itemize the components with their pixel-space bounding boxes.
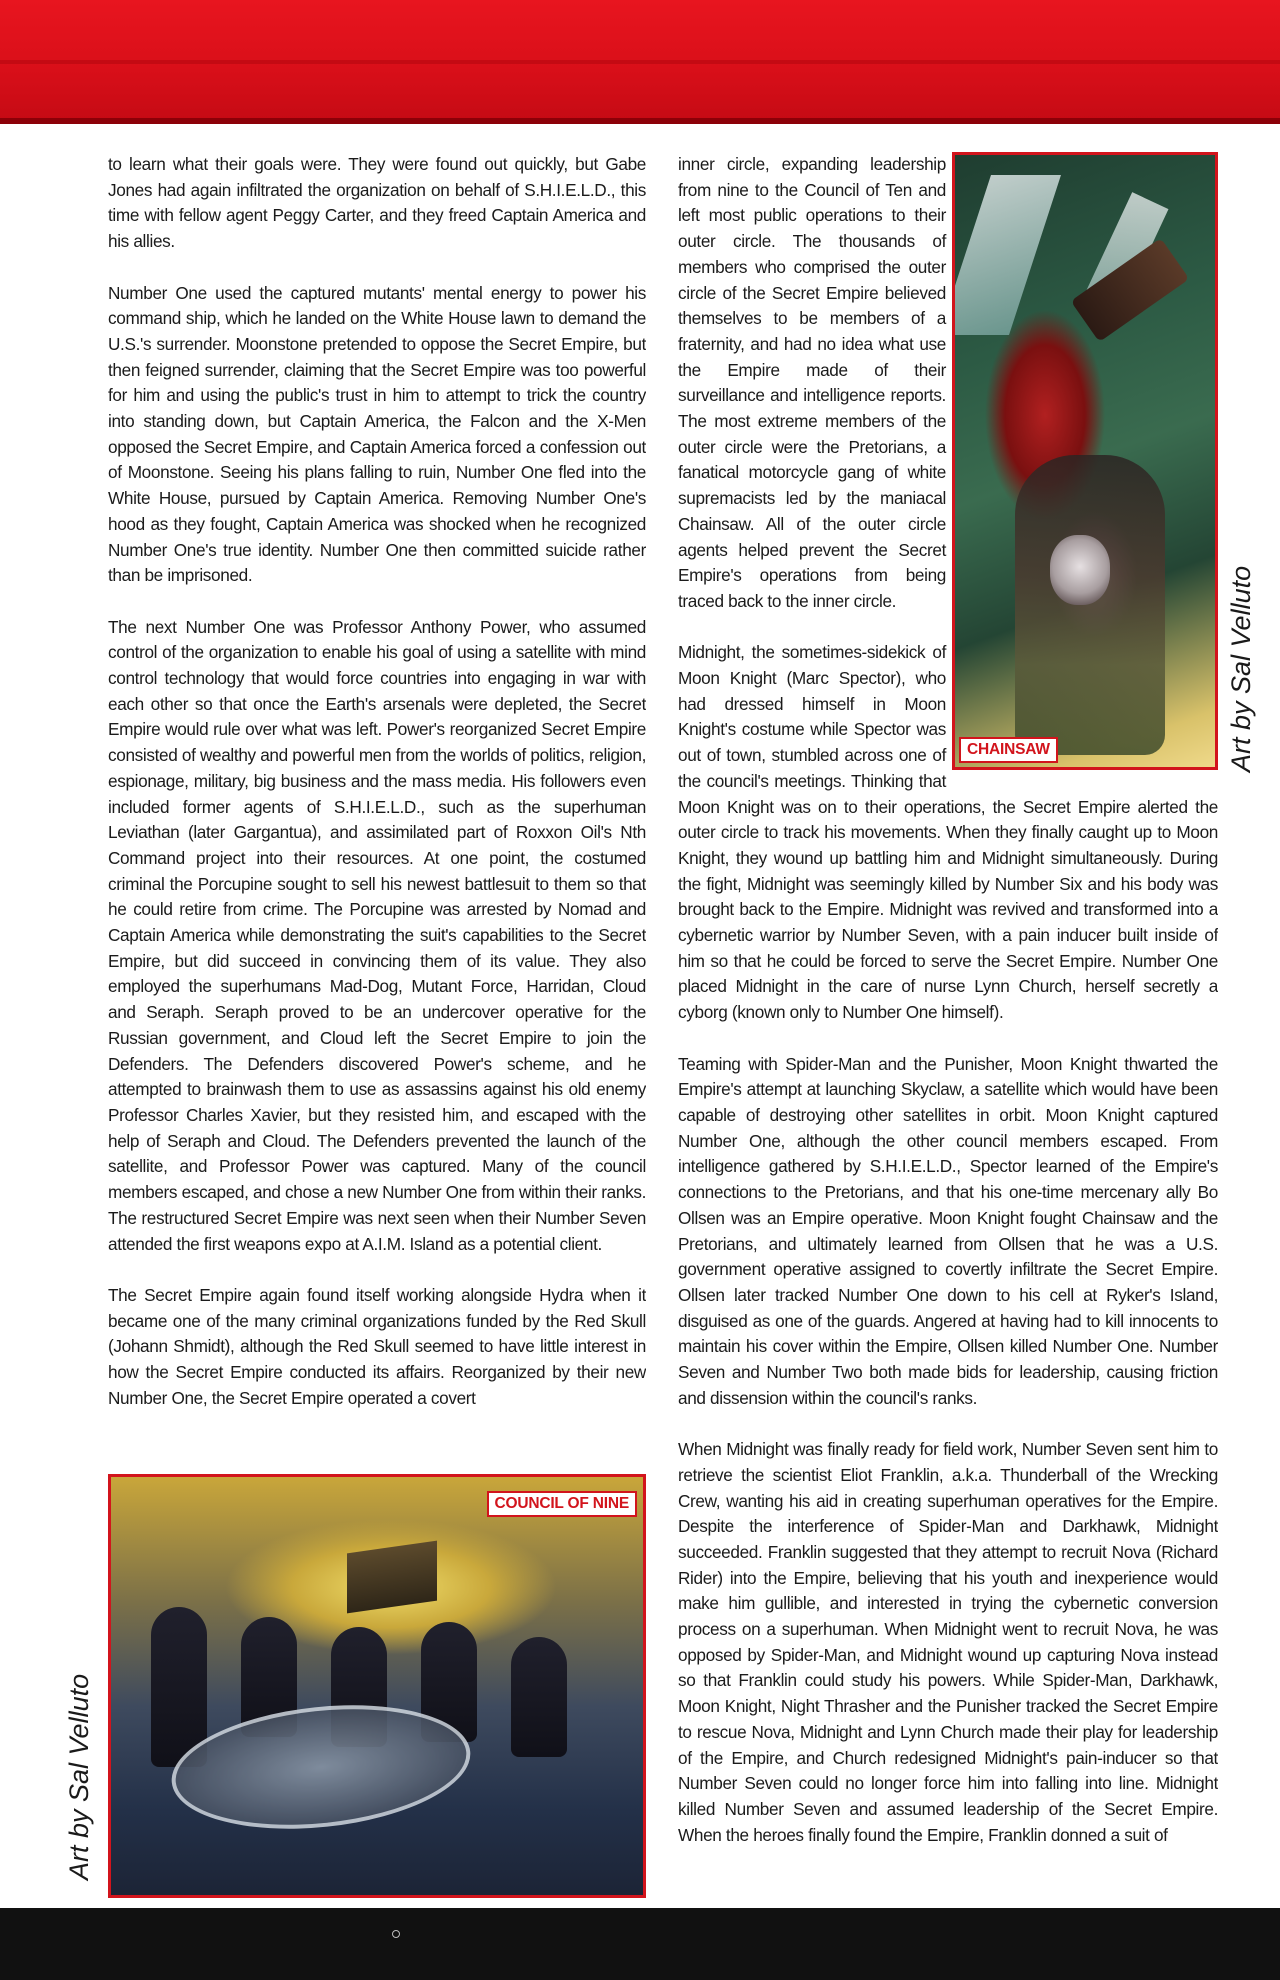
top-banner bbox=[0, 0, 1280, 124]
chainsaw-caption: CHAINSAW bbox=[959, 737, 1058, 763]
hooded-figure bbox=[511, 1637, 567, 1757]
left-column bbox=[108, 152, 646, 1454]
paragraph: to learn what their goals were. They were found out quickly, but Gabe Jones had again infiltrated the organization on behalf of S.H.I.E.L.D., this time with fellow agent Peggy Carter, and they freed Captain America and his allies. bbox=[108, 154, 646, 252]
ceiling-lamp bbox=[347, 1541, 437, 1614]
council-caption: COUNCIL OF NINE bbox=[487, 1491, 638, 1517]
art-credit: Art by Sal Velluto bbox=[64, 1673, 94, 1880]
glass-shard bbox=[952, 175, 1061, 335]
banner-shadow bbox=[0, 118, 1280, 124]
chainsaw-figure bbox=[1015, 455, 1165, 755]
chainsaw-face bbox=[1050, 535, 1110, 605]
paragraph: Midnight, the sometimes-sidekick of Moon Knight (Marc Spector), who had dressed himself in Moon Knight's costume while Spector was out of town, stumbled across one of the council's meetings. Thinking that Moon Knight was on to their operations, the Secret Empire alerted the outer circle to track his movements. When they finally caught up to Moon Knight, they wound up battling him and Midnight simultaneously. During the fight, Midnight was seemingly killed by Number Six and his body was brought back to the Empire. Midnight was revived and transformed into a cybernetic warrior by Number Seven, with a pain inducer built inside of him so that he could be forced to serve the Secret Empire. Number One placed Midnight in the care of nurse Lynn Church, herself secretly a cyborg (known only to Number One himself). bbox=[678, 642, 1218, 1023]
paragraph: The Secret Empire again found itself working alongside Hydra when it became one of the many criminal organizations funded by the Red Skull (Johann Shmidt), although the Red Skull seemed to have little interest in how the Secret Empire conducted its affairs. Reorganized by their new Number One, the Secret Empire operated a covert bbox=[108, 1284, 646, 1408]
art-credit: Art by Sal Velluto bbox=[1226, 565, 1256, 772]
paragraph: The next Number One was Professor Anthony Power, who assumed control of the organization to enable his goal of using a satellite with mind control technology that would force countries into engaging in war with each other so that once the Earth's arsenals were depleted, the Secret Empire would rule over what was left. Power's reorganized Secret Empire consisted of wealthy and powerful men from the worlds of politics, religion, espionage, military, big business and the mass media. His followers even included former agents of S.H.I.E.L.D., such as the superhuman Leviathan (later Gargantua), and assimilated part of Roxxon Oil's Nth Command project into their resources. At one point, the costumed criminal the Porcupine sought to sell his newest battlesuit to them so that he could retire from crime. The Porcupine was arrested by Nomad and Captain America while demonstrating the suit's capabilities to the Secret Empire, but did succeed in convincing them of its value. They also employed the superhumans Mad-Dog, Mutant Force, Harridan, Cloud and Seraph. Seraph proved to be an undercover operative for the Russian government, and Cloud left the Secret Empire to join the Defenders. The Defenders discovered Power's scheme, and he attempted to brainwash them to use as assassins against his old enemy Professor Charles Xavier, but they resisted him, and escaped with the help of Seraph and Cloud. The Defenders prevented the launch of the satellite, and Professor Power was captured. Many of the council members escaped, and chose a new Number One from within their ranks. The restructured Secret Empire was next seen when their Number Seven attended the first weapons expo at A.I.M. Island as a potential client. bbox=[108, 616, 646, 1254]
footer-dot bbox=[392, 1930, 400, 1938]
paragraph: Teaming with Spider-Man and the Punisher, Moon Knight thwarted the Empire's attempt at launching Skyclaw, a satellite which would have been capable of destroying other satellites in orbit. Moon Knight captured Number One, although the other council members escaped. From intelligence gathered by S.H.I.E.L.D., Spector learned of the Empire's connections to the Pretorians, and that his one-time mercenary ally Bo Ollsen was an Empire operative. Moon Knight fought Chainsaw and the Pretorians, and ultimately learned from Ollsen that he was a U.S. government operative assigned to covertly infiltrate the Secret Empire. Ollsen later tracked Number One down to his cell at Ryker's Island, disguised as one of the guards. Angered at having had to kill innocents to maintain his cover within the Empire, Ollsen killed Number One. Number Seven and Number Two both made bids for leadership, causing friction and dissension within the council's ranks. bbox=[678, 1053, 1218, 1408]
paragraph: inner circle, expanding leadership from nine to the Council of Ten and left most public operations to their outer circle. The thousands of members who comprised the outer circle of the Secret Empire believed themselves to be members of a fraternity, and had no idea what use the Empire made of their surveillance and intelligence reports. The most extreme members of the outer circle were the Pretorians, a fanatical motorcycle gang of white supremacists led by the maniacal Chainsaw. All of the outer circle agents helped prevent the Secret Empire's operations from being traced back to the inner circle. bbox=[678, 154, 946, 611]
banner-stripe bbox=[0, 60, 1280, 64]
paragraph: When Midnight was finally ready for field work, Number Seven sent him to retrieve the scientist Eliot Franklin, a.k.a. Thunderball of the Wrecking Crew, wanting his aid in creating superhuman operatives for the Empire. Despite the interference of Spider-Man and Darkhawk, Midnight succeeded. Franklin suggested that they attempt to recruit Nova (Richard Rider) into the Empire, believing that his youth and inexperience would make him gullible, and interested in trying the cybernetic conversion process on a superhuman. When Midnight went to recruit Nova, he was opposed by Spider-Man, and Midnight wound up capturing Nova instead so that Franklin could study his powers. While Spider-Man, Darkhawk, Moon Knight, Night Thrasher and the Punisher tracked the Secret Empire to rescue Nova, Midnight and Lynn Church made their play for leadership of the Empire, and Church redesigned Midnight's pain-inducer so that Number Seven could no longer force him into falling into line. Midnight killed Number Seven and assumed leadership of the Secret Empire. When the heroes finally found the Empire, Franklin donned a suit of bbox=[678, 1439, 1218, 1845]
council-illustration bbox=[108, 1474, 646, 1898]
chainsaw-illustration bbox=[952, 152, 1218, 770]
footer-bar bbox=[0, 1908, 1280, 1980]
paragraph: Number One used the captured mutants' mental energy to power his command ship, which he landed on the White House lawn to demand the U.S.'s surrender. Moonstone pretended to oppose the Secret Empire, but then feigned surrender, claiming that the Secret Empire was too powerful for him and using the public's trust in him to attempt to trick the country into standing down, but Captain America, the Falcon and the X-Men opposed the Secret Empire, and Captain America forced a confession out of Moonstone. Seeing his plans falling to ruin, Number One fled into the White House, pursued by Captain America. Removing Number One's hood as they fought, Captain America was shocked when he recognized Number One's true identity. Number One then committed suicide rather than be imprisoned. bbox=[108, 282, 646, 586]
